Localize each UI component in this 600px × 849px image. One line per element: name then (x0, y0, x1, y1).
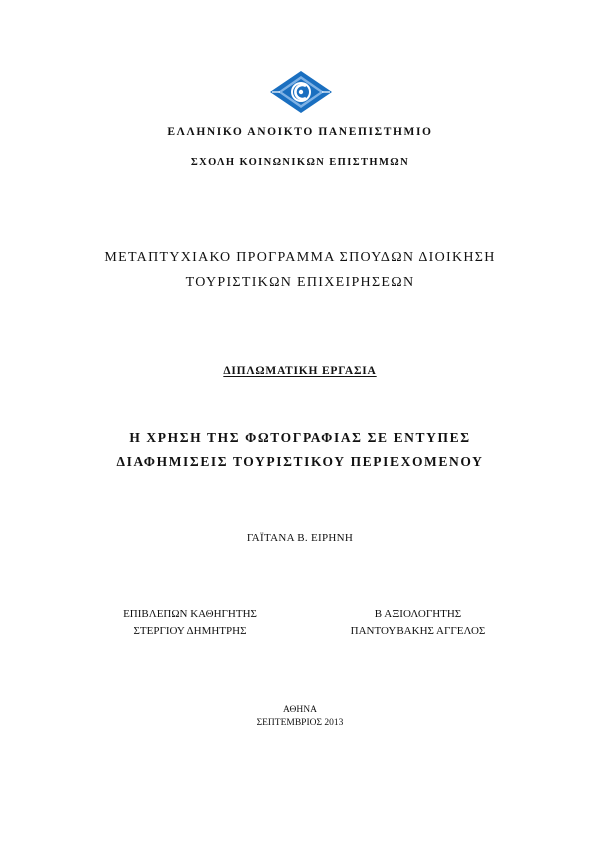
author-name: ΓΑΪΤΑΝΑ Β. ΕΙΡΗΝΗ (246, 532, 354, 544)
thesis-type-label: ΔΙΠΛΩΜΑΤΙΚΗ ΕΡΓΑΣΙΑ (223, 365, 377, 377)
supervisor-name: ΣΤΕΡΓΙΟΥ ΔΗΜΗΤΡΗΣ (133, 625, 247, 637)
thesis-type (0, 365, 600, 377)
school-name: ΣΧΟΛΗ ΚΟΙΝΩΝΙΚΩΝ ΕΠΙΣΤΗΜΩΝ (190, 157, 410, 168)
university-logo-icon (269, 70, 333, 114)
date: ΣΕΠΤΕΜΒΡΙΟΣ 2013 (256, 718, 344, 728)
second-examiner-block (318, 606, 518, 640)
second-examiner-name: ΠΑΝΤΟΥΒΑΚΗΣ ΑΓΓΕΛΟΣ (350, 625, 486, 637)
program-title-line2: ΤΟΥΡΙΣΤΙΚΩΝ ΕΠΙΧΕΙΡΗΣΕΩΝ (185, 275, 415, 290)
supervisor-role: ΕΠΙΒΛΕΠΩΝ ΚΑΘΗΓΗΤΗΣ (123, 608, 257, 620)
thesis-title-line1: Η ΧΡΗΣΗ ΤΗΣ ΦΩΤΟΓΡΑΦΙΑΣ ΣΕ ΕΝΤΥΠΕΣ (129, 430, 471, 445)
university-name: ΕΛΛΗΝΙΚΟ ΑΝΟΙΚΤΟ ΠΑΝΕΠΙΣΤΗΜΙΟ (167, 126, 433, 138)
supervisor-block (90, 606, 290, 640)
thesis-title-line2: ΔΙΑΦΗΜΙΣΕΙΣ ΤΟΥΡΙΣΤΙΚΟΥ ΠΕΡΙΕΧΟΜΕΝΟΥ (116, 454, 484, 469)
second-examiner-role: Β ΑΞΙΟΛΟΓΗΤΗΣ (374, 608, 462, 620)
program-title-line1: ΜΕΤΑΠΤΥΧΙΑΚΟ ΠΡΟΓΡΑΜΜΑ ΣΠΟΥΔΩΝ ΔΙΟΙΚΗΣΗ (104, 250, 496, 265)
city: ΑΘΗΝΑ (283, 705, 317, 715)
